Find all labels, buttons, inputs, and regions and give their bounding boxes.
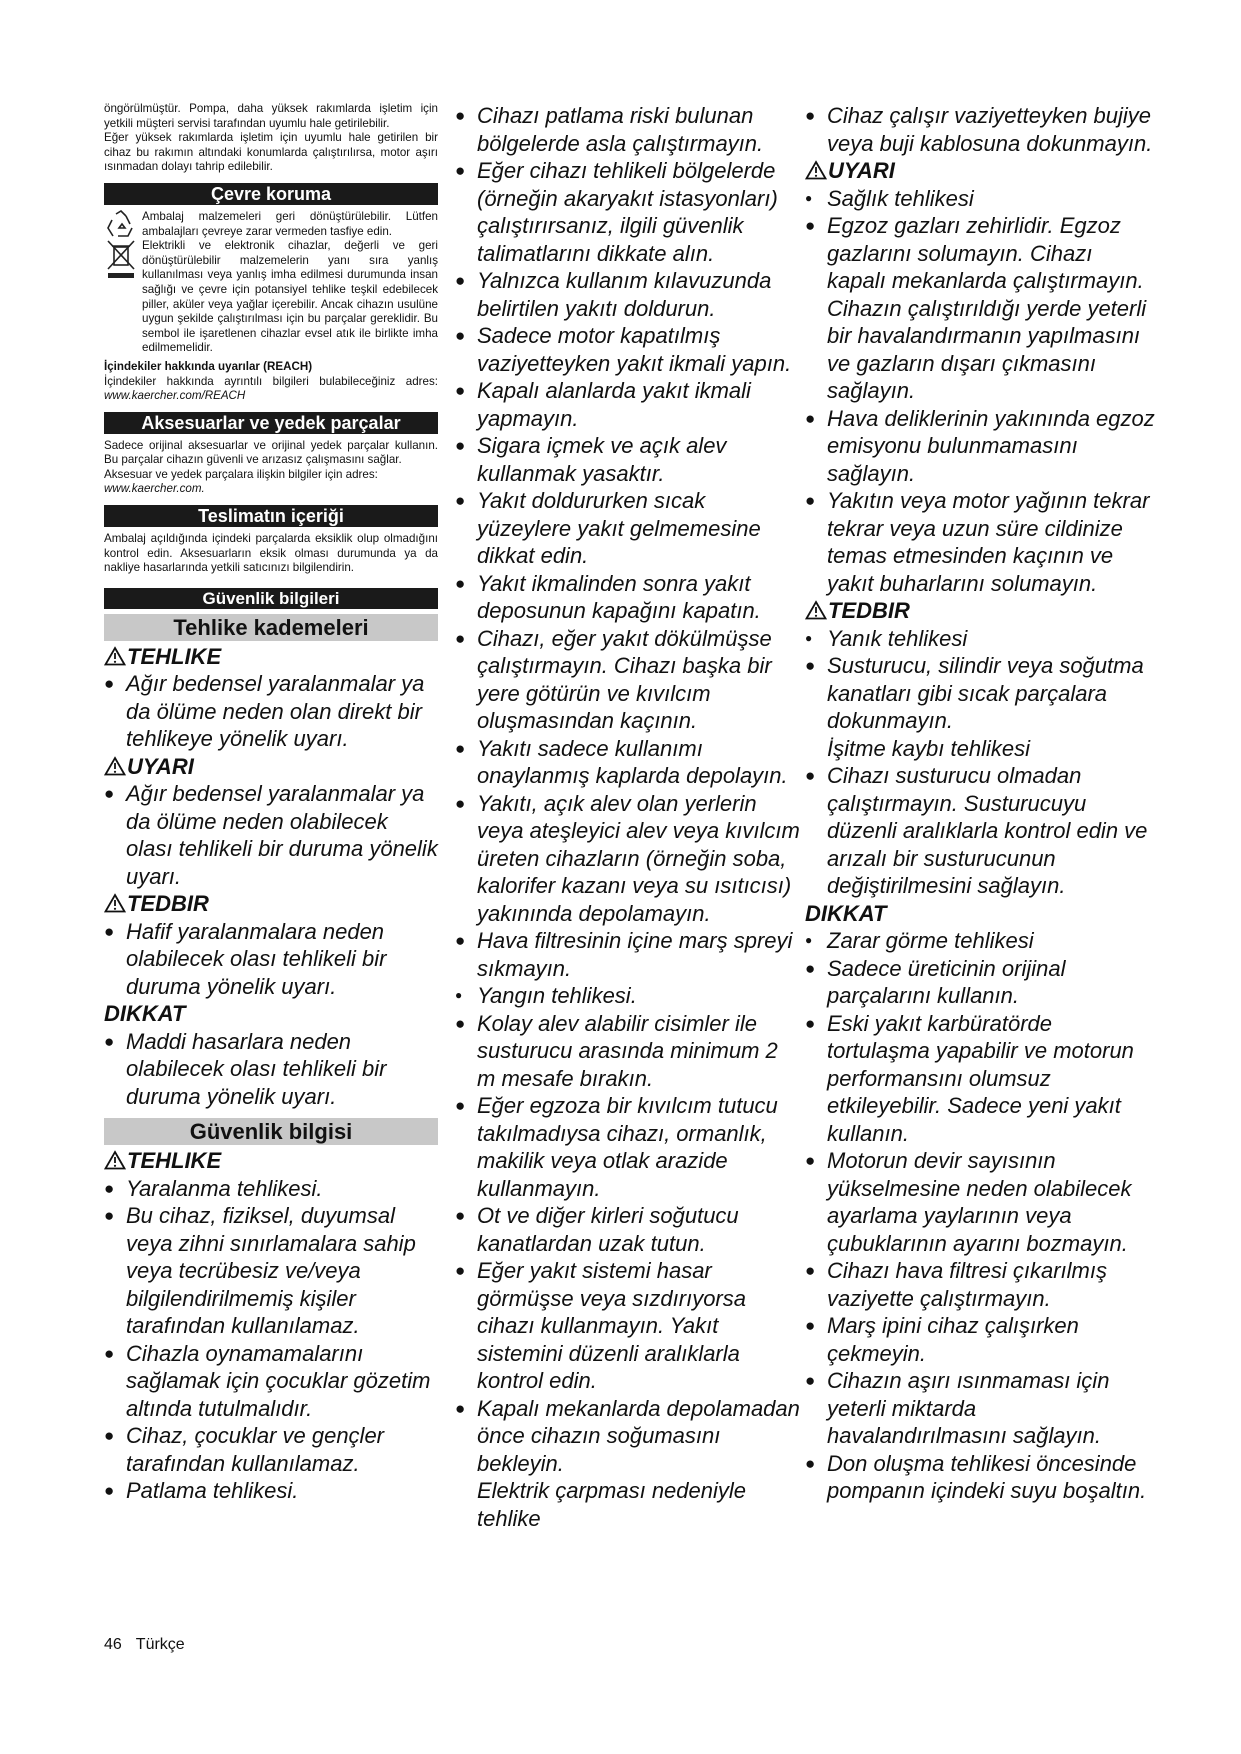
heading-uyari-text: UYARI — [828, 158, 895, 183]
environment-text — [104, 210, 438, 404]
heading-dikkat: DIKKAT — [104, 1001, 186, 1027]
section-title-environment: Çevre koruma — [104, 183, 438, 205]
reach-paragraph — [104, 375, 438, 404]
environment-recycle-paragraph — [104, 210, 438, 239]
heading-uyari-text: UYARI — [127, 753, 194, 779]
warning-triangle-icon — [104, 756, 126, 776]
section-title-delivery: Teslimatın içeriği — [104, 505, 438, 527]
list-item: ● Kapalı mekanlarda depolamadan önce cihazın soğumasını bekleyin. — [455, 1395, 800, 1478]
list-item: ● Sağlık tehlikesi — [805, 185, 1157, 213]
electric-shock-heading: Elektrik çarpması nedeniyle tehlike — [477, 1478, 747, 1531]
list-item: ● Zarar görme tehlikesi — [805, 927, 1157, 955]
heading-uyari — [104, 753, 438, 781]
reach-text: İçindekiler hakkında ayrıntılı bilgileri bulabileceğiniz adres: — [104, 374, 438, 388]
list-item: ● Marş ipini cihaz çalışırken çekmeyin. — [805, 1312, 1157, 1367]
section-title-accessories: Aksesuarlar ve yedek parçalar — [104, 412, 438, 434]
list-item: ● Cihazla oynamamalarını sağlamak için çocuklar gözetim altında tutulmalıdır. — [104, 1340, 438, 1423]
list-item: ● Eğer egzoza bir kıvılcım tutucu takılmadıysa cihazı, ormanlık, makilik veya otlak arazide kullanmayın. — [455, 1092, 800, 1202]
accessories-text — [104, 439, 438, 497]
safety-info-list — [104, 1147, 438, 1505]
list-item: ● Hava filtresinin içine marş spreyi sıkmayın. — [455, 927, 800, 982]
heading-uyari — [805, 157, 1157, 185]
list-item: ● Hafif yaralanmalara neden olabilecek olası tehlikeli bir duruma yönelik uyarı. — [104, 918, 438, 1001]
reach-link[interactable]: www.kaercher.com/REACH — [104, 389, 246, 403]
list-item: ● Cihazı susturucu olmadan çalıştırmayın. Susturucuyu düzenli aralıklarla kontrol edin ve arızalı bir susturucunun değiştirilmesini sağlayın. — [805, 762, 1157, 900]
heading-tedbir — [104, 890, 438, 918]
crossed-bin-icon — [104, 239, 138, 279]
accessories-paragraph: Sadece orijinal aksesuarlar ve orijinal yedek parçalar kullanın. Bu parçalar cihazın güvenli ve arızasız çalışmasını sağlar. — [104, 438, 438, 467]
heading-dikkat: DIKKAT — [805, 900, 887, 926]
list-item: ● Yaralanma tehlikesi. — [104, 1175, 438, 1203]
list-item: ● Yangın tehlikesi. — [455, 982, 800, 1010]
list-item: ● Yakıtı, açık alev olan yerlerin veya ateşleyici alev veya kıvılcım üreten cihazların (örneğin soba, kalorifer kazanı veya su ısıtıcısı) yakınında depolamayın. — [455, 790, 800, 928]
accessories-paragraph: Aksesuar ve yedek parçalara ilişkin bilgiler için adres: — [104, 467, 378, 481]
list-item: ● Egzoz gazları zehirlidir. Egzoz gazlarını solumayın. Cihazı kapalı mekanlarda çalıştırmayın. Cihazın çalıştırıldığı yerde yeterli bir havalandırmanın yapılmasını ve gazların dışarı çıkmasını sağlayın. — [805, 212, 1157, 405]
warning-triangle-icon — [805, 160, 827, 180]
accessories-link[interactable]: www.kaercher.com. — [104, 482, 205, 496]
list-item: ● Ağır bedensel yaralanmalar ya da ölüme neden olabilecek olası tehlikeli bir duruma yönelik uyarı. — [104, 780, 438, 890]
heading-tedbir-text: TEDBIR — [127, 891, 209, 917]
list-item: ● Hava deliklerinin yakınında egzoz emisyonu bulunmamasını sağlayın. — [805, 405, 1157, 488]
list-item: ● Ot ve diğer kirleri soğutucu kanatlardan uzak tutun. — [455, 1202, 800, 1257]
heading-tedbir-text: TEDBIR — [828, 598, 910, 623]
list-item: ● Bu cihaz, fiziksel, duyumsal veya zihni sınırlamalara sahip veya tecrübesiz ve/veya bilgilendirilmemiş kişiler tarafından kullanılamaz. — [104, 1202, 438, 1340]
environment-weee-text: Elektrikli ve elektronik cihazlar, değerli ve geri dönüştürülebilir malzemelerin yanı sıra yanlış kullanılması veya yanlış imha edilmesi durumunda insan sağlığı ve çevre için potansiyel tehlike teşkil edebilecek piller, aküler veya yağlar içerebilir. Ancak cihazın usulüne uygun şekilde çalıştırılması için bu parçalar gereklidir. Bu sembol ile işaretlenen cihazlar evsel atık ile birlikte imha edilmemelidir. — [142, 239, 438, 355]
list-item: ● Sadece üreticinin orijinal parçalarını kullanın. — [805, 955, 1157, 1010]
hearing-loss-heading: İşitme kaybı tehlikesi — [827, 735, 1030, 761]
section-title-safety: Güvenlik bilgileri — [104, 588, 438, 609]
environment-weee-paragraph — [104, 239, 438, 356]
delivery-paragraph: Ambalaj açıldığında içindeki parçalarda eksiklik olup olmadığını kontrol edin. Aksesuarların eksik olması durumunda ya da nakliye hasarlarında yetkili satıcınızı bilgilendirin. — [104, 532, 438, 575]
footer-language: Türkçe — [135, 1636, 185, 1653]
list-item: ● Cihazı, eğer yakıt dökülmüşse çalıştırmayın. Cihazı başka bir yere götürün ve kıvılcım oluşmasından kaçının. — [455, 625, 800, 735]
column-right — [805, 102, 1157, 1505]
list-item: ● Yakıt ikmalinden sonra yakıt deposunun kapağını kapatın. — [455, 570, 800, 625]
list-item: ● Cihaz çalışır vaziyetteyken bujiye veya buji kablosuna dokunmayın. — [805, 102, 1157, 157]
list-item: ● Yanık tehlikesi — [805, 625, 1157, 653]
list-item: ● Susturucu, silindir veya soğutma kanatları gibi sıcak parçalara dokunmayın. — [805, 652, 1157, 735]
list-item: ● Sigara içmek ve açık alev kullanmak yasaktır. — [455, 432, 800, 487]
list-item: ● Ağır bedensel yaralanmalar ya da ölüme neden olan direkt bir tehlikeye yönelik uyarı. — [104, 670, 438, 753]
subsection-title-safety-info: Güvenlik bilgisi — [104, 1118, 438, 1145]
heading-tehlike-text: TEHLIKE — [127, 1148, 222, 1174]
heading-tedbir — [805, 597, 1157, 625]
warning-triangle-icon — [805, 600, 827, 620]
list-item: ● Maddi hasarlara neden olabilecek olası tehlikeli bir duruma yönelik uyarı. — [104, 1028, 438, 1111]
list-item: ● Yakıtın veya motor yağının tekrar tekrar veya uzun süre cildinize temas etmesinden kaçının ve yakıt buharlarını solumayın. — [805, 487, 1157, 597]
subsection-title-levels: Tehlike kademeleri — [104, 614, 438, 641]
list-item: ● Cihaz, çocuklar ve gençler tarafından kullanılamaz. — [104, 1422, 438, 1477]
list-item: ● Cihazın aşırı ısınmaması için yeterli miktarda havalandırılmasını sağlayın. — [805, 1367, 1157, 1450]
list-item: ● Eğer yakıt sistemi hasar görmüşse veya sızdırıyorsa cihazı kullanmayın. Yakıt sistemini düzenli aralıklarla kontrol edin. — [455, 1257, 800, 1395]
page-footer — [104, 1636, 199, 1654]
reach-title: İçindekiler hakkında uyarılar (REACH) — [104, 359, 313, 373]
list-item: ● Yakıt doldururken sıcak yüzeylere yakıt gelmemesine dikkat edin. — [455, 487, 800, 570]
heading-tehlike — [104, 643, 438, 671]
list-item: ● Cihazı hava filtresi çıkarılmış vaziyette çalıştırmayın. — [805, 1257, 1157, 1312]
list-item: ● Sadece motor kapatılmış vaziyetteyken yakıt ikmali yapın. — [455, 322, 800, 377]
list-item: ● Cihazı patlama riski bulunan bölgelerde asla çalıştırmayın. — [455, 102, 800, 157]
heading-tehlike — [104, 1147, 438, 1175]
list-item: ● Patlama tehlikesi. — [104, 1477, 438, 1505]
list-item: ● Yakıtı sadece kullanımı onaylanmış kaplarda depolayın. — [455, 735, 800, 790]
list-item: ● Motorun devir sayısının yükselmesine neden olabilecek ayarlama yaylarının veya çubuklarının ayarını bozmayın. — [805, 1147, 1157, 1257]
warning-triangle-icon — [104, 893, 126, 913]
heading-tehlike-text: TEHLIKE — [127, 643, 222, 669]
intro-paragraph: Eğer yüksek rakımlarda işletim için uyumlu hale getirilen bir cihaz bu rakımın altındaki konumlarda çalıştırılırsa, motor aşırı ısınmadan dolayı tahrip edilebilir. — [104, 131, 438, 174]
environment-recycle-text: Ambalaj malzemeleri geri dönüştürülebilir. Lütfen ambalajları çevreye zarar vermeden tasfiye edin. — [142, 209, 438, 238]
list-item: ● Kapalı alanlarda yakıt ikmali yapmayın. — [455, 377, 800, 432]
list-item: ● Eski yakıt karbüratörde tortulaşma yapabilir ve motorun performansını olumsuz etkileyebilir. Sadece yeni yakıt kullanın. — [805, 1010, 1157, 1148]
list-item: ● Yalnızca kullanım kılavuzunda belirtilen yakıtı doldurun. — [455, 267, 800, 322]
warning-triangle-icon — [104, 646, 126, 666]
delivery-text — [104, 532, 438, 576]
warning-triangle-icon — [104, 1150, 126, 1170]
intro-paragraph: öngörülmüştür. Pompa, daha yüksek rakımlarda işletim için yetkili müşteri servisi tarafından uyumlu hale getirilebilir. — [104, 102, 438, 130]
column-left — [104, 102, 438, 1505]
list-item: ● Eğer cihazı tehlikeli bölgelerde (örneğin akaryakıt istasyonları) çalıştırırsanız, ilgili güvenlik talimatlarını dikkate alın. — [455, 157, 800, 267]
list-item: ● Don oluşma tehlikesi öncesinde pompanın içindeki suyu boşaltın. — [805, 1450, 1157, 1505]
recycle-icon — [104, 210, 138, 238]
column-middle — [455, 102, 800, 1532]
intro-text — [104, 102, 438, 175]
danger-levels — [104, 643, 438, 1111]
list-item: ● Kolay alev alabilir cisimler ile susturucu arasında minimum 2 m mesafe bırakın. — [455, 1010, 800, 1093]
page-number: 46 — [104, 1636, 122, 1653]
